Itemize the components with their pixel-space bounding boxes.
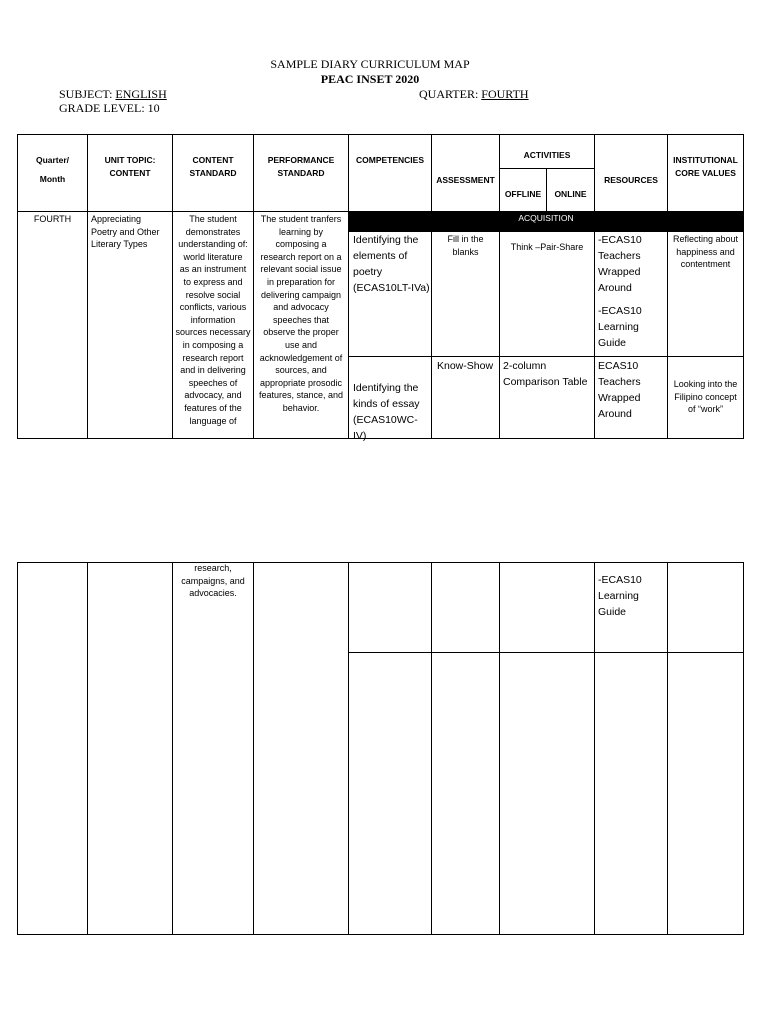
performance-standard-cell: The student tranfers learning by composing a research report on a relevant social issue in preparation for delivering campaign and advocacy speeches that observe the proper use and acknowledgement of sources, and appropriate prosodic features, stance, and behavior. bbox=[258, 214, 344, 413]
grade-value: 10 bbox=[147, 101, 160, 115]
col-header-quarter: Quarter/ Month bbox=[35, 155, 70, 184]
quarter-label: QUARTER: bbox=[419, 87, 479, 101]
resources-continued-cell: -ECAS10 Learning Guide bbox=[598, 574, 642, 618]
unit-topic-cell: Appreciating Poetry and Other Literary Types bbox=[91, 214, 160, 250]
activity-2-cell: 2-column Comparison Table bbox=[503, 360, 588, 388]
acquisition-bar: ACQUISITION bbox=[349, 212, 743, 232]
competency-1-cell: Identifying the elements of poetry (ECAS10LT-IVa) bbox=[353, 234, 430, 294]
values-2-cell: Looking into the Filipino concept of “work” bbox=[673, 379, 738, 415]
document-title: SAMPLE DIARY CURRICULUM MAP bbox=[270, 57, 470, 71]
col-header-competencies: COMPETENCIES bbox=[355, 155, 424, 165]
document-subtitle: PEAC INSET 2020 bbox=[320, 72, 420, 86]
col-header-online: ONLINE bbox=[554, 189, 587, 199]
subject-label: SUBJECT: bbox=[59, 87, 113, 101]
resources-1a-cell: -ECAS10 Teachers Wrapped Around bbox=[598, 234, 642, 294]
content-standard-cell: The student demonstrates understanding of: world literature as an instrument to express and resolve social conflicts, various information sources necessary in composing a research report and in delivering speeches of advocacy, and features of the language of bbox=[175, 214, 251, 426]
assessment-2-cell: Know-Show bbox=[437, 360, 494, 372]
values-1-cell: Reflecting about happiness and contentment bbox=[672, 234, 739, 270]
grade-line bbox=[59, 101, 160, 116]
col-header-activities: ACTIVITIES bbox=[523, 150, 571, 160]
grade-label: GRADE LEVEL: bbox=[59, 101, 145, 115]
col-header-core-values: INSTITUTIONAL CORE VALUES bbox=[673, 155, 738, 178]
competency-2-cell: Identifying the kinds of essay (ECAS10WC-IV) bbox=[353, 382, 420, 442]
activity-1-cell: Think –Pair-Share bbox=[510, 242, 584, 252]
quarter-line bbox=[419, 87, 529, 102]
col-header-assessment: ASSESSMENT bbox=[436, 175, 495, 185]
content-standard-continued-cell: research, campaigns, and advocacies. bbox=[181, 563, 245, 599]
quarter-cell: FOURTH bbox=[33, 214, 72, 224]
resources-2-cell: ECAS10 Teachers Wrapped Around bbox=[598, 360, 641, 420]
subject-line bbox=[59, 87, 167, 102]
subject-value: ENGLISH bbox=[115, 87, 167, 101]
col-header-performance-standard: PERFORMANCE STANDARD bbox=[267, 155, 335, 178]
col-header-offline: OFFLINE bbox=[504, 189, 542, 199]
col-header-unit-topic: UNIT TOPIC: CONTENT bbox=[104, 155, 156, 178]
resources-1b-cell: -ECAS10 Learning Guide bbox=[598, 305, 642, 349]
col-header-content-standard: CONTENT STANDARD bbox=[189, 155, 237, 178]
assessment-1-cell: Fill in the blanks bbox=[447, 234, 484, 257]
quarter-value: FOURTH bbox=[481, 87, 529, 101]
col-header-resources: RESOURCES bbox=[604, 175, 658, 185]
